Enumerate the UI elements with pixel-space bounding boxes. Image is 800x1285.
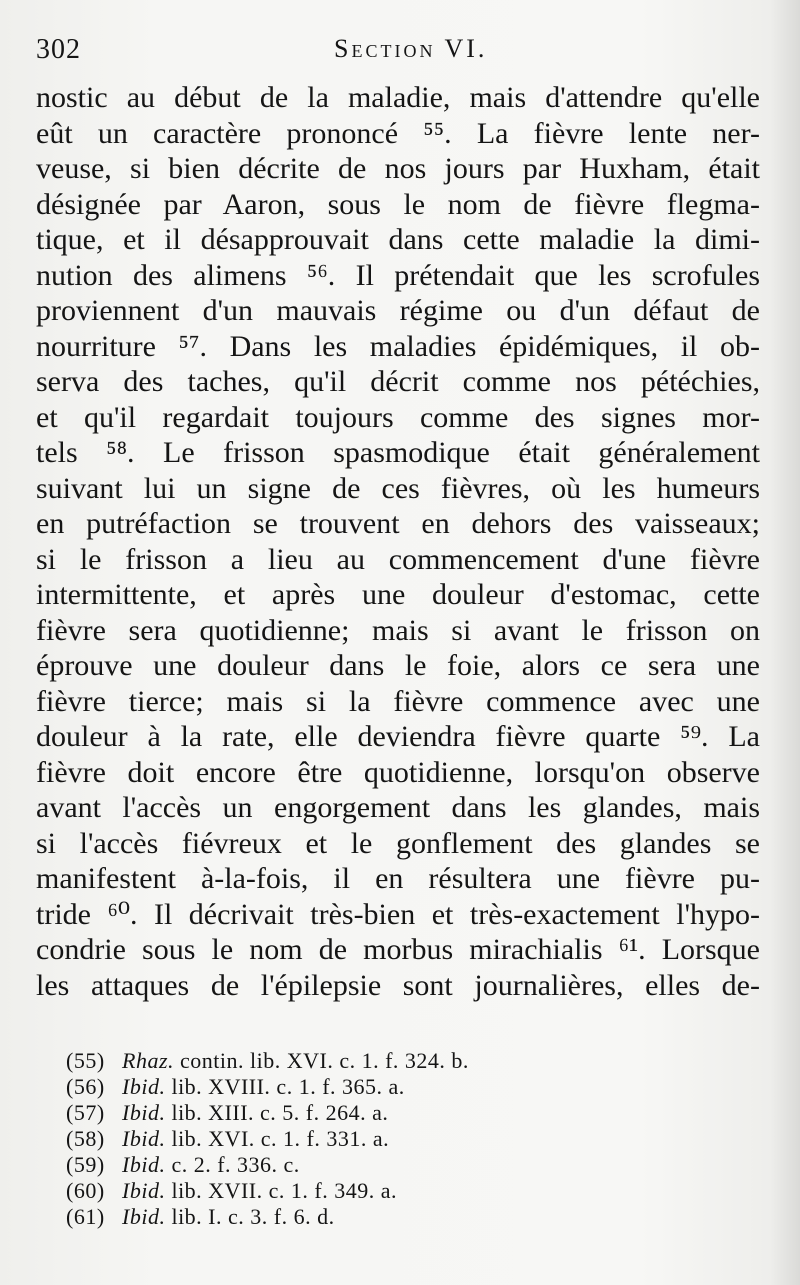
- footnote-number: (60): [66, 1178, 105, 1203]
- footnote-source: Rhaz.: [122, 1048, 174, 1073]
- footnote: [66, 1100, 666, 1126]
- text-line: fièvre doit encore être quotidienne, lorsqu'on observe: [36, 755, 760, 789]
- text-line: intermittente, et après une douleur d'estomac, cette: [36, 578, 760, 611]
- footnote-number: (55): [66, 1048, 105, 1073]
- running-head: Section VI.: [334, 34, 488, 63]
- footnote-text: lib. XVII. c. 1. f. 349. a.: [165, 1178, 397, 1203]
- page-gutter-shadow: [770, 0, 800, 1285]
- footnote-number: (58): [66, 1126, 105, 1151]
- text-line: tels ⁵⁸. Le frisson spasmodique était généralement: [36, 436, 760, 469]
- footnote: [66, 1152, 666, 1178]
- footnote-source: Ibid.: [122, 1204, 166, 1229]
- text-line: les attaques de l'épilepsie sont journalières, elles de-: [36, 968, 760, 1002]
- footnote: [66, 1178, 666, 1204]
- body-text: [36, 80, 760, 1003]
- footnote-number: (57): [66, 1100, 105, 1125]
- footnote-number: (59): [66, 1152, 105, 1177]
- text-line: veuse, si bien décrite de nos jours par Huxham, était: [36, 152, 760, 185]
- footnote: [66, 1074, 666, 1100]
- footnote: [66, 1204, 666, 1230]
- text-line: nourriture ⁵⁷. Dans les maladies épidémiques, il ob-: [36, 329, 760, 363]
- footnote-text: lib. XVIII. c. 1. f. 365. a.: [165, 1074, 405, 1099]
- text-line: douleur à la rate, elle deviendra fièvre quarte ⁵⁹. La: [36, 720, 760, 753]
- footnote-text: lib. XVI. c. 1. f. 331. a.: [165, 1126, 390, 1151]
- text-line: et qu'il regardait toujours comme des signes mor-: [36, 400, 760, 434]
- text-line: fièvre tierce; mais si la fièvre commence avec une: [36, 684, 760, 718]
- text-line: eût un caractère prononcé ⁵⁵. La fièvre lente ner-: [36, 116, 760, 150]
- text-line: fièvre sera quotidienne; mais si avant le frisson on: [36, 613, 760, 647]
- text-line: si l'accès fiévreux et le gonflement des glandes se: [36, 826, 760, 860]
- footnote-text: contin. lib. XVI. c. 1. f. 324. b.: [174, 1048, 469, 1073]
- text-line: manifestent à-la-fois, il en résultera une fièvre pu-: [36, 862, 760, 895]
- text-line: nution des alimens ⁵⁶. Il prétendait que les scrofules: [36, 258, 760, 292]
- text-line: condrie sous le nom de morbus mirachialis ⁶¹. Lorsque: [36, 933, 760, 966]
- text-line: si le frisson a lieu au commencement d'une fièvre: [36, 542, 760, 576]
- footnote-text: lib. XIII. c. 5. f. 264. a.: [165, 1100, 389, 1125]
- footnote-number: (56): [66, 1074, 105, 1099]
- text-line: en putréfaction se trouvent en dehors des vaisseaux;: [36, 507, 760, 540]
- footnote-source: Ibid.: [122, 1152, 166, 1177]
- text-line: suivant lui un signe de ces fièvres, où les humeurs: [36, 471, 760, 505]
- footnote-text: c. 2. f. 336. c.: [165, 1152, 300, 1177]
- footnote-number: (61): [66, 1204, 105, 1229]
- footnote-source: Ibid.: [122, 1100, 166, 1125]
- text-line: nostic au début de la maladie, mais d'attendre qu'elle: [36, 81, 760, 114]
- footnote: [66, 1048, 666, 1074]
- footnote-source: Ibid.: [122, 1126, 166, 1151]
- text-line: avant l'accès un engorgement dans les glandes, mais: [36, 791, 760, 824]
- text-line: serva des taches, qu'il décrit comme nos pétéchies,: [36, 365, 760, 398]
- text-line: proviennent d'un mauvais régime ou d'un défaut de: [36, 294, 760, 327]
- page-number: 302: [36, 34, 81, 65]
- footnote-text: lib. I. c. 3. f. 6. d.: [165, 1204, 335, 1229]
- text-line: tride ⁶⁰. Il décrivait très-bien et très-exactement l'hypo-: [36, 897, 760, 931]
- page-header: [36, 34, 764, 74]
- footnote-source: Ibid.: [122, 1178, 166, 1203]
- text-line: désignée par Aaron, sous le nom de fièvre flegma-: [36, 187, 760, 221]
- footnotes: [66, 1048, 666, 1230]
- text-line: tique, et il désapprouvait dans cette maladie la dimi-: [36, 223, 760, 256]
- footnote: [66, 1126, 666, 1152]
- footnote-source: Ibid.: [122, 1074, 166, 1099]
- text-line: éprouve une douleur dans le foie, alors ce sera une: [36, 649, 760, 682]
